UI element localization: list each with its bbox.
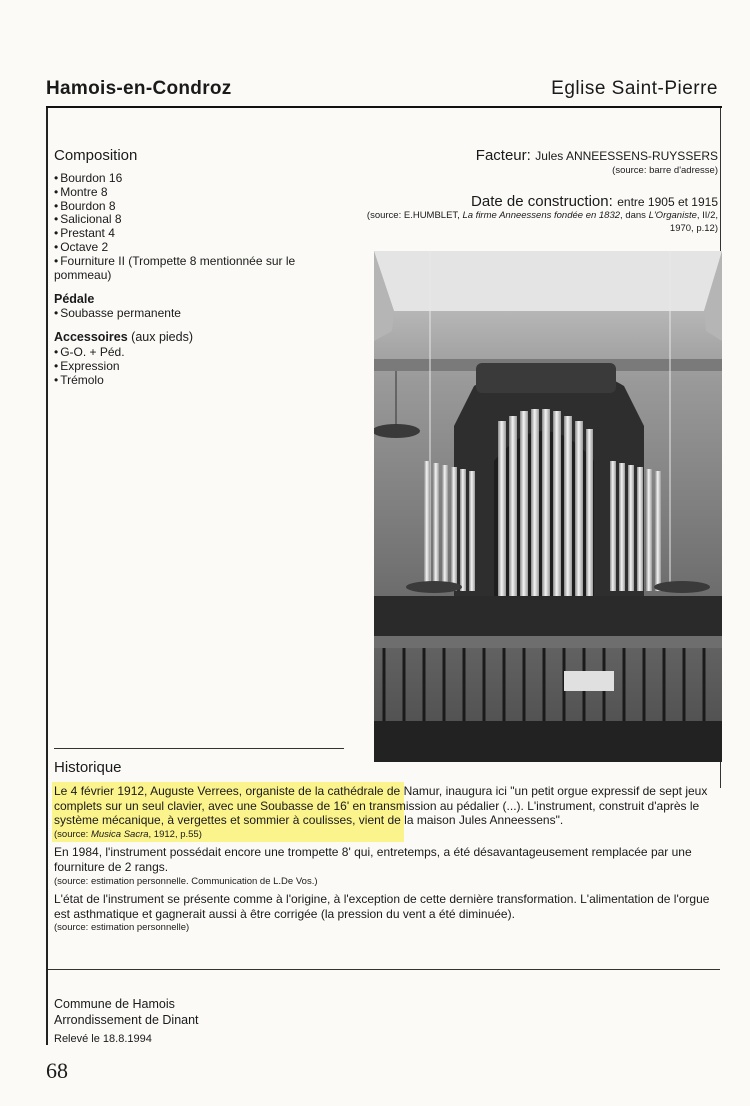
historique-source-3: (source: estimation personnelle) [54,922,190,934]
stop-item: • Salicional 8 [54,213,344,227]
historique-title: Historique [54,759,122,776]
date-line [471,193,718,211]
manual-stop-list [54,172,344,282]
date-source-mid: , dans [620,210,649,221]
pedale-stop-list [54,307,181,321]
pedale-title: Pédale [54,292,95,306]
source-1-pre: (source: [54,828,91,840]
header-rule [46,106,722,108]
historique-text-1: Le 4 février 1912, Auguste Verrees, organiste de la cathédrale de Namur, inaugura ici "un petit orgue expressif de sept jeux complets sur un seul clavier, avec une Soubasse de 16' en transmission au pédalier (...). L'instrument, construit d'après le système mécanique, à vergettes et sommier à coulisses, vient de la maison Jules Anneessens". [54,784,708,828]
stop-item: • Fourniture II (Trompette 8 mentionnée sur le pommeau) [54,255,344,283]
stop-item: • Bourdon 16 [54,172,344,186]
historique-paragraph-3 [54,892,720,936]
date-source-pre: (source: E.HUMBLET, [366,210,463,221]
historique-source-2: (source: estimation personnelle. Communication de L.De Vos.) [54,875,318,887]
organ-photo [374,251,722,762]
church-title: Eglise Saint-Pierre [551,78,718,99]
stop-item: • Montre 8 [54,186,344,200]
facteur-line [476,147,718,165]
date-source-title: La firme Anneessens fondée en 1832 [462,210,621,221]
historique-body [54,784,720,939]
accessoires-title [54,330,193,344]
facteur-label: Facteur: [475,147,531,164]
historique-paragraph-2 [54,845,720,889]
historique-text-2: En 1984, l'instrument possédait encore une trompette 8' qui, entretemps, a été désavantageusement remplacée par une fourniture de 2 rangs. [54,845,692,874]
accessory-item: • G-O. + Péd. [54,346,125,360]
page-number: 68 [46,1058,68,1083]
accessoires-note: (aux pieds) [131,330,193,344]
stop-item: • Prestant 4 [54,227,344,241]
releve-date: Relevé le 18.8.1994 [54,1033,152,1045]
accessory-item: • Trémolo [54,374,125,388]
historique-source-1 [54,828,720,843]
commune-name: Commune de Hamois [54,997,175,1011]
historique-text-3: L'état de l'instrument se présente comme à l'origine, à l'exception de cette dernière transformation. L'alimentation de l'orgue est asthmatique et gagnerait aussi à être corrigée (la pression du vent a été diminuée). [54,892,710,921]
accessoires-label: Accessoires [54,330,128,344]
source-1-post: , 1912, p.55) [148,828,202,840]
source-1-journal: Musica Sacra [90,828,149,840]
accessoires-list [54,346,125,387]
stop-item: • Bourdon 8 [54,200,344,214]
facteur-source: (source: barre d'adresse) [612,165,718,176]
historique-paragraph-1 [54,784,720,842]
accessory-item: • Expression [54,360,125,374]
bottom-rule [48,969,720,970]
historique-rule [54,748,344,749]
stop-item: • Octave 2 [54,241,344,255]
facteur-value: Jules ANNEESSENS-RUYSSERS [535,149,718,163]
date-source-post: , II/2, 1970, p.12) [669,210,718,234]
stop-item: • Soubasse permanente [54,307,181,321]
date-source-journal: L'Organiste [648,210,697,221]
composition-title: Composition [54,147,138,164]
arrondissement-name: Arrondissement de Dinant [54,1013,199,1027]
date-value: entre 1905 et 1915 [617,195,718,209]
frame-left-rule [46,108,48,1045]
commune-block [54,996,199,1028]
date-label: Date de construction: [471,193,613,210]
date-source [358,210,718,235]
place-title: Hamois-en-Condroz [46,78,232,99]
